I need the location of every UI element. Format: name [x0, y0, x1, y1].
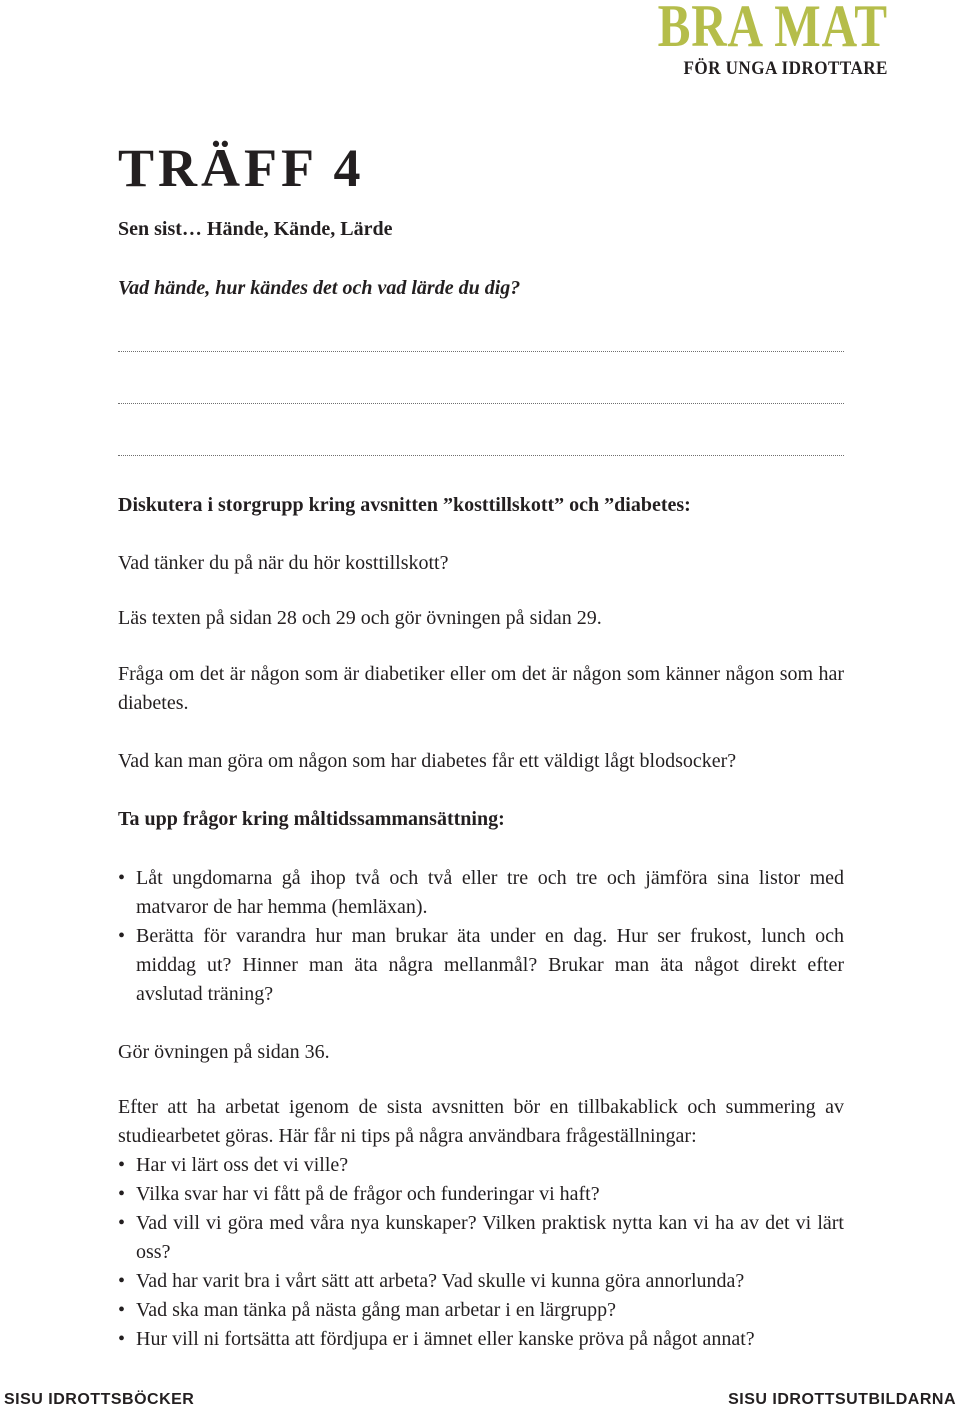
list-item: • Låt ungdomarna gå ihop två och två eller tre och tre och jämföra sina listor med matvaror de har hemma (hemläxan). [118, 864, 844, 922]
meals-list [118, 864, 844, 1009]
answer-line-1 [118, 351, 844, 352]
page-content [118, 215, 844, 1354]
answer-line-3 [118, 455, 844, 456]
discussion-heading: Diskutera i storgrupp kring avsnitten ”kosttillskott” och ”diabetes: [118, 494, 691, 516]
list-item: • Vad vill vi göra med våra nya kunskaper? Vilken praktisk nytta kan vi ha av det vi lärt oss? [118, 1209, 844, 1267]
list-item: • Hur vill ni fortsätta att fördjupa er i ämnet eller kanske pröva på något annat? [118, 1325, 844, 1354]
logo-subtitle: FÖR UNGA IDROTTARE [683, 58, 888, 79]
intro-heading: Sen sist… Hände, Kände, Lärde [118, 218, 393, 240]
list-item: • Har vi lärt oss det vi ville? [118, 1151, 844, 1180]
exercise-note: Gör övningen på sidan 36. [118, 1041, 330, 1063]
answer-line-2 [118, 403, 844, 404]
summary-list [118, 1151, 844, 1354]
discussion-paragraph: Vad kan man göra om någon som har diabetes får ett väldigt lågt blodsocker? [118, 750, 737, 772]
discussion-paragraph: Vad tänker du på när du hör kosttillskott? [118, 552, 449, 574]
list-item: • Vad ska man tänka på nästa gång man arbetar i en lärgrupp? [118, 1296, 844, 1325]
intro-question: Vad hände, hur kändes det och vad lärde du dig? [118, 277, 521, 299]
discussion-paragraph: Fråga om det är någon som är diabetiker eller om det är någon som känner någon som har diabetes. [118, 663, 844, 714]
footer-publisher-right: SISU IDROTTSUTBILDARNA [728, 1391, 956, 1408]
footer-publisher-left: SISU IDROTTSBÖCKER [4, 1391, 195, 1408]
meals-heading: Ta upp frågor kring måltidssammansättning: [118, 808, 505, 830]
list-item: • Berätta för varandra hur man brukar äta under en dag. Hur ser frukost, lunch och middag ut? Hinner man äta några mellanmål? Brukar man äta något direkt efter avslutad träning? [118, 922, 844, 1009]
logo-title: BRA MAT [657, 0, 888, 59]
bra-mat-logo [607, 0, 888, 80]
page-title: TRÄFF 4 [118, 138, 365, 198]
list-item: • Vilka svar har vi fått på de frågor och funderingar vi haft? [118, 1180, 844, 1209]
list-item: • Vad har varit bra i vårt sätt att arbeta? Vad skulle vi kunna göra annorlunda? [118, 1267, 844, 1296]
discussion-paragraph: Läs texten på sidan 28 och 29 och gör övningen på sidan 29. [118, 607, 602, 629]
summary-intro: Efter att ha arbetat igenom de sista avsnitten bör en tillbakablick och summering av studiearbetet göras. Här får ni tips på några användbara frågeställningar: [118, 1096, 844, 1147]
